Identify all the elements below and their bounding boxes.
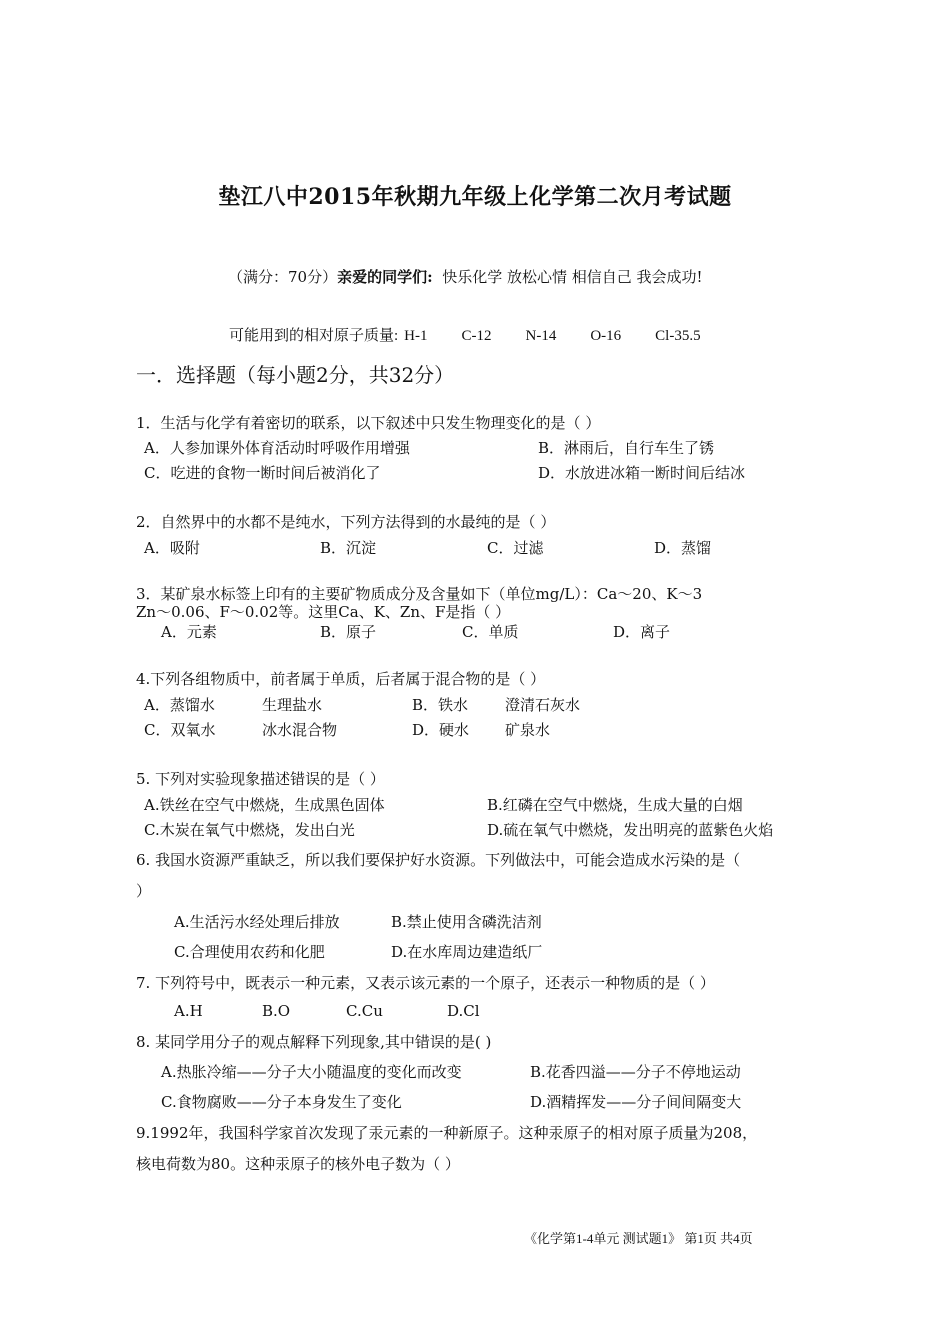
section-heading: 一．选择题（每小题2分，共32分） bbox=[136, 363, 455, 387]
question-4-option-c-mixture: 冰水混合物 bbox=[262, 721, 338, 739]
question-5-stem: 5. 下列对实验现象描述错误的是（ ） bbox=[136, 770, 385, 788]
question-1-option-d: D．水放进冰箱一断时间后结冰 bbox=[538, 464, 746, 482]
score-note: （满分：70分） bbox=[228, 268, 338, 286]
question-2-option-a: A．吸附 bbox=[144, 539, 200, 557]
question-6-option-d: D.在水库周边建造纸厂 bbox=[391, 943, 543, 961]
question-2-stem: 2．自然界中的水都不是纯水，下列方法得到的水最纯的是（ ） bbox=[136, 513, 556, 531]
question-4-option-b: B．铁水 bbox=[412, 696, 469, 714]
question-7-option-b: B.O bbox=[262, 1002, 291, 1020]
question-7-option-d: D.Cl bbox=[447, 1002, 480, 1020]
atomic-mass-item: O-16 bbox=[590, 328, 622, 344]
question-9-stem-cont: 核电荷数为80。这种汞原子的核外电子数为（ ） bbox=[136, 1155, 460, 1173]
atomic-mass-label: 可能用到的相对原子质量: bbox=[229, 328, 399, 344]
page-title: 垫江八中2015年秋期九年级上化学第二次月考试题 bbox=[218, 184, 732, 210]
question-1-option-a: A．人参加课外体育活动时呼吸作用增强 bbox=[144, 439, 410, 457]
atomic-mass-item: H-1 bbox=[404, 328, 428, 344]
question-3-option-c: C．单质 bbox=[462, 623, 519, 641]
motto: 快乐化学 放松心情 相信自己 我会成功! bbox=[442, 268, 703, 286]
atomic-mass-item: N-14 bbox=[525, 328, 557, 344]
question-4-option-d-mixture: 矿泉水 bbox=[505, 721, 551, 739]
question-8-option-a: A.热胀冷缩——分子大小随温度的变化而改变 bbox=[161, 1063, 462, 1081]
question-4-option-d: D．硬水 bbox=[412, 721, 470, 739]
question-8-option-d: D.酒精挥发——分子间间隔变大 bbox=[530, 1093, 742, 1111]
question-6-stem-cont: ） bbox=[136, 882, 152, 900]
question-5-option-a: A.铁丝在空气中燃烧，生成黑色固体 bbox=[144, 796, 385, 814]
question-3-option-b: B．原子 bbox=[320, 623, 377, 641]
question-1-option-b: B．淋雨后，自行车生了锈 bbox=[538, 439, 715, 457]
question-4-stem: 4.下列各组物质中，前者属于单质，后者属于混合物的是（ ） bbox=[136, 670, 546, 688]
question-4-option-a: A．蒸馏水 bbox=[144, 696, 215, 714]
question-9-stem: 9.1992年，我国科学家首次发现了汞元素的一种新原子。这种汞原子的相对原子质量为208， bbox=[136, 1124, 758, 1142]
question-3-option-d: D．离子 bbox=[613, 623, 671, 641]
question-7-option-a: A.H bbox=[174, 1002, 203, 1020]
question-6-option-b: B.禁止使用含磷洗洁剂 bbox=[391, 913, 542, 931]
atomic-mass-item: C-12 bbox=[461, 328, 492, 344]
question-4-option-a-mixture: 生理盐水 bbox=[262, 696, 323, 714]
question-5-option-b: B.红磷在空气中燃烧，生成大量的白烟 bbox=[487, 796, 743, 814]
question-2-option-b: B．沉淀 bbox=[320, 539, 377, 557]
question-8-stem: 8. 某同学用分子的观点解释下列现象,其中错误的是( ) bbox=[136, 1033, 492, 1051]
question-6-stem: 6. 我国水资源严重缺乏，所以我们要保护好水资源。下列做法中，可能会造成水污染的是（ bbox=[136, 851, 741, 869]
question-4-option-b-mixture: 澄清石灰水 bbox=[505, 696, 581, 714]
question-7-option-c: C.Cu bbox=[346, 1002, 383, 1020]
question-1-stem: 1．生活与化学有着密切的联系，以下叙述中只发生物理变化的是（ ） bbox=[136, 414, 601, 432]
question-8-option-b: B.花香四溢——分子不停地运动 bbox=[530, 1063, 741, 1081]
question-7-stem: 7. 下列符号中，既表示一种元素，又表示该元素的一个原子，还表示一种物质的是（ ） bbox=[136, 974, 715, 992]
question-3-stem-cont: Zn～0.06、F～0.02等。这里Ca、K、Zn、F是指（ ） bbox=[136, 603, 511, 621]
question-4-option-c: C．双氧水 bbox=[144, 721, 216, 739]
question-2-option-c: C．过滤 bbox=[487, 539, 544, 557]
question-3-stem: 3．某矿泉水标签上印有的主要矿物质成分及含量如下（单位mg/L）：Ca～20、K～3 bbox=[136, 585, 703, 603]
question-8-option-c: C.食物腐败——分子本身发生了变化 bbox=[161, 1093, 402, 1111]
atomic-mass-line bbox=[229, 324, 735, 345]
question-5-option-c: C.木炭在氧气中燃烧，发出白光 bbox=[144, 821, 355, 839]
atomic-mass-item: Cl-35.5 bbox=[655, 328, 701, 344]
question-3-option-a: A．元素 bbox=[161, 623, 217, 641]
subtitle bbox=[228, 266, 703, 287]
question-6-option-a: A.生活污水经处理后排放 bbox=[174, 913, 340, 931]
question-6-option-c: C.合理使用农药和化肥 bbox=[174, 943, 325, 961]
question-2-option-d: D．蒸馏 bbox=[654, 539, 712, 557]
question-1-option-c: C．吃进的食物一断时间后被消化了 bbox=[144, 464, 381, 482]
page-footer: 《化学第1-4单元 测试题1》 第1页 共4页 bbox=[524, 1231, 753, 1246]
question-5-option-d: D.硫在氧气中燃烧，发出明亮的蓝紫色火焰 bbox=[487, 821, 774, 839]
greeting: 亲爱的同学们: bbox=[337, 268, 433, 286]
